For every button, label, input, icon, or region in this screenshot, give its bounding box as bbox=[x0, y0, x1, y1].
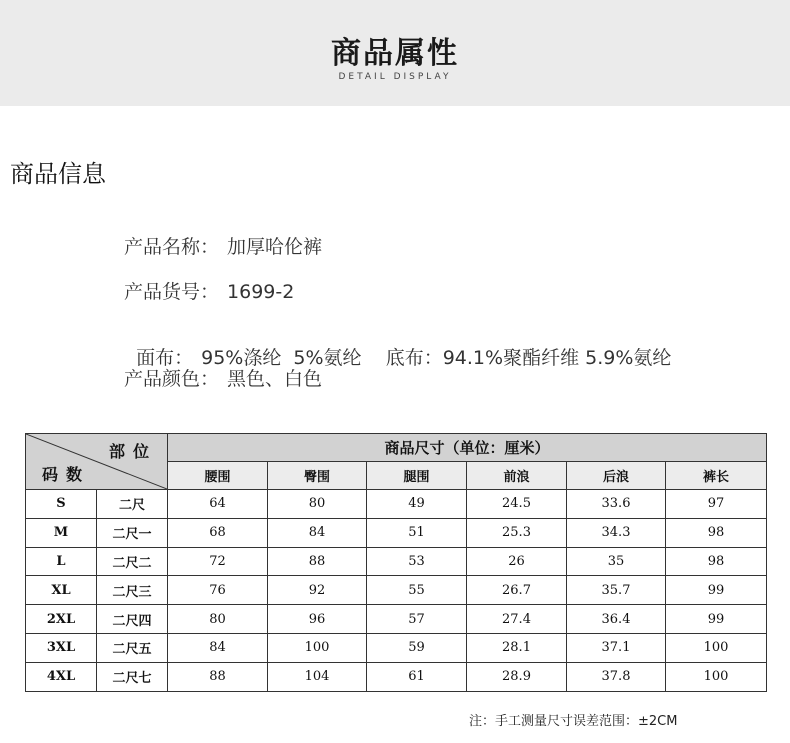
size-cell: 4XL bbox=[26, 662, 97, 691]
measurement-cell: 88 bbox=[268, 547, 367, 576]
info-line-fabric bbox=[124, 321, 671, 370]
corner-label-size: 码数 bbox=[42, 465, 91, 484]
table-row bbox=[26, 576, 767, 605]
column-header: 腿围 bbox=[367, 462, 467, 490]
size-cell: S bbox=[26, 490, 97, 519]
measurement-cell: 34.3 bbox=[567, 518, 666, 547]
waist-chinese-cell: 二尺七 bbox=[97, 662, 168, 691]
measurement-cell: 88 bbox=[168, 662, 268, 691]
header-banner bbox=[0, 0, 790, 106]
table-corner-header bbox=[26, 434, 168, 490]
measurement-cell: 80 bbox=[268, 490, 367, 519]
measurement-cell: 53 bbox=[367, 547, 467, 576]
table-row bbox=[26, 633, 767, 662]
size-cell: 3XL bbox=[26, 633, 97, 662]
info-line-name bbox=[124, 232, 322, 259]
waist-chinese-cell: 二尺 bbox=[97, 490, 168, 519]
measurement-cell: 104 bbox=[268, 662, 367, 691]
size-cell: M bbox=[26, 518, 97, 547]
column-header: 腰围 bbox=[168, 462, 268, 490]
measurement-note: 注：手工测量尺寸误差范围：±2CM bbox=[469, 714, 678, 729]
size-cell: 2XL bbox=[26, 605, 97, 634]
column-header: 后浪 bbox=[567, 462, 666, 490]
table-row bbox=[26, 605, 767, 634]
size-rows bbox=[26, 490, 767, 692]
table-row bbox=[26, 662, 767, 691]
table-title: 商品尺寸（单位：厘米） bbox=[168, 434, 767, 462]
measurement-cell: 80 bbox=[168, 605, 268, 634]
measurement-cell: 51 bbox=[367, 518, 467, 547]
measurement-cell: 64 bbox=[168, 490, 268, 519]
info-value: 黑色、白色 bbox=[227, 368, 323, 390]
size-cell: L bbox=[26, 547, 97, 576]
measurement-cell: 49 bbox=[367, 490, 467, 519]
measurement-cell: 57 bbox=[367, 605, 467, 634]
corner-label-part: 部位 bbox=[108, 442, 157, 461]
measurement-cell: 37.1 bbox=[567, 633, 666, 662]
measurement-cell: 28.9 bbox=[467, 662, 567, 691]
measurement-cell: 98 bbox=[666, 547, 767, 576]
measurement-cell: 84 bbox=[168, 633, 268, 662]
waist-chinese-cell: 二尺三 bbox=[97, 576, 168, 605]
info-line-color bbox=[124, 364, 322, 391]
waist-chinese-cell: 二尺四 bbox=[97, 605, 168, 634]
measurement-cell: 100 bbox=[666, 633, 767, 662]
measurement-cell: 55 bbox=[367, 576, 467, 605]
measurement-cell: 97 bbox=[666, 490, 767, 519]
info-value: 加厚哈伦裤 bbox=[227, 236, 323, 258]
measurement-cell: 68 bbox=[168, 518, 268, 547]
measurement-cell: 27.4 bbox=[467, 605, 567, 634]
info-label: 产品颜色： bbox=[124, 368, 220, 390]
measurement-cell: 72 bbox=[168, 547, 268, 576]
measurement-cell: 100 bbox=[268, 633, 367, 662]
size-table bbox=[25, 433, 767, 692]
table-row bbox=[26, 490, 767, 519]
measurement-cell: 84 bbox=[268, 518, 367, 547]
measurement-cell: 99 bbox=[666, 576, 767, 605]
banner-subtitle: DETAIL DISPLAY bbox=[338, 72, 452, 82]
size-cell: XL bbox=[26, 576, 97, 605]
column-header: 裤长 bbox=[666, 462, 767, 490]
measurement-cell: 99 bbox=[666, 605, 767, 634]
waist-chinese-cell: 二尺五 bbox=[97, 633, 168, 662]
waist-chinese-cell: 二尺二 bbox=[97, 547, 168, 576]
measurement-cell: 98 bbox=[666, 518, 767, 547]
info-value: 1699-2 bbox=[227, 281, 295, 303]
measurement-cell: 92 bbox=[268, 576, 367, 605]
table-row bbox=[26, 518, 767, 547]
measurement-cell: 33.6 bbox=[567, 490, 666, 519]
measurement-cell: 35 bbox=[567, 547, 666, 576]
waist-chinese-cell: 二尺一 bbox=[97, 518, 168, 547]
measurement-cell: 36.4 bbox=[567, 605, 666, 634]
measurement-cell: 96 bbox=[268, 605, 367, 634]
info-label: 产品名称： bbox=[124, 236, 220, 258]
table-row bbox=[26, 547, 767, 576]
info-value: 95%涤纶 5%氨纶 底布：94.1%聚酯纤维 5.9%氨纶 bbox=[201, 347, 672, 369]
info-line-sku bbox=[124, 277, 294, 304]
measurement-cell: 26 bbox=[467, 547, 567, 576]
measurement-cell: 76 bbox=[168, 576, 268, 605]
measurement-cell: 59 bbox=[367, 633, 467, 662]
column-header: 前浪 bbox=[467, 462, 567, 490]
measurement-cell: 100 bbox=[666, 662, 767, 691]
measurement-cell: 28.1 bbox=[467, 633, 567, 662]
column-header: 臀围 bbox=[268, 462, 367, 490]
section-title: 商品信息 bbox=[10, 160, 106, 188]
info-label: 产品货号： bbox=[124, 281, 220, 303]
measurement-cell: 61 bbox=[367, 662, 467, 691]
measurement-cell: 26.7 bbox=[467, 576, 567, 605]
info-label: 面布： bbox=[136, 347, 194, 369]
measurement-cell: 24.5 bbox=[467, 490, 567, 519]
measurement-cell: 25.3 bbox=[467, 518, 567, 547]
measurement-cell: 37.8 bbox=[567, 662, 666, 691]
measurement-cell: 35.7 bbox=[567, 576, 666, 605]
banner-title: 商品属性 bbox=[331, 36, 459, 71]
